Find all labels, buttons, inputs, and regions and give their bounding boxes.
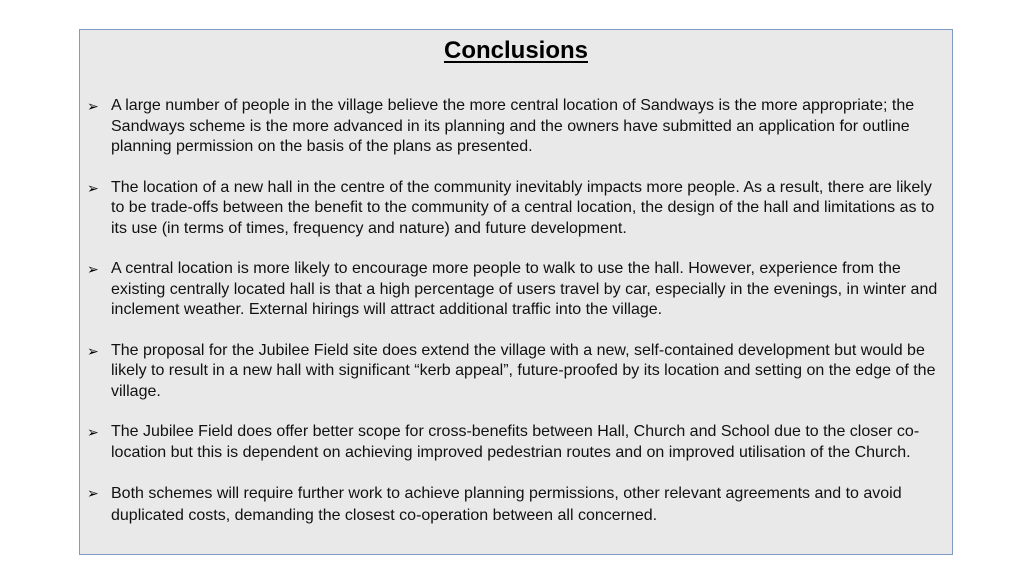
bullet-text: A central location is more likely to encourage more people to walk to use the hall. However, experience from the existing centrally located hall is that a high percentage of users travel by car, especially in the evenings, in winter and inclement weather. External hirings will attract additional traffic into the village. [111, 260, 938, 318]
list-item [87, 483, 949, 527]
arrow-bullet-icon: ➢ [87, 261, 99, 277]
list-item [87, 178, 949, 240]
list-item [87, 422, 949, 463]
bullet-text: Both schemes will require further work to achieve planning permissions, other relevant agreements and to avoid duplicated costs, demanding the closest co-operation between all concerned. [111, 485, 902, 524]
conclusions-panel [79, 29, 953, 555]
arrow-bullet-icon: ➢ [87, 424, 99, 440]
arrow-bullet-icon: ➢ [87, 98, 99, 114]
bullet-text: The location of a new hall in the centre of the community inevitably impacts more people. As a result, there are likely to be trade-offs between the benefit to the community of a central location, the design of the hall and limitations as to its use (in terms of times, frequency and nature) and future development. [111, 178, 935, 237]
list-item [87, 341, 949, 403]
bullet-text: A large number of people in the village believe the more central location of Sandways is the more appropriate; the Sandways scheme is the more advanced in its planning and the owners have submitted an application for outline planning permission on the basis of the plans as presented. [111, 97, 915, 155]
list-item [87, 259, 949, 321]
arrow-bullet-icon: ➢ [87, 485, 99, 501]
bullet-text: The Jubilee Field does offer better scope for cross-benefits between Hall, Church and School due to the closer co-location but this is dependent on achieving improved pedestrian routes and on improved utilisation of the Church. [111, 423, 920, 461]
arrow-bullet-icon: ➢ [87, 179, 99, 196]
arrow-bullet-icon: ➢ [87, 342, 99, 359]
bullet-text: The proposal for the Jubilee Field site does extend the village with a new, self-contained development but would be likely to result in a new hall with significant “kerb appeal”, future-proofed by its location and setting on the edge of the village. [111, 341, 936, 400]
slide-title: Conclusions [443, 37, 588, 64]
list-item [87, 96, 949, 158]
conclusions-list [87, 96, 949, 527]
